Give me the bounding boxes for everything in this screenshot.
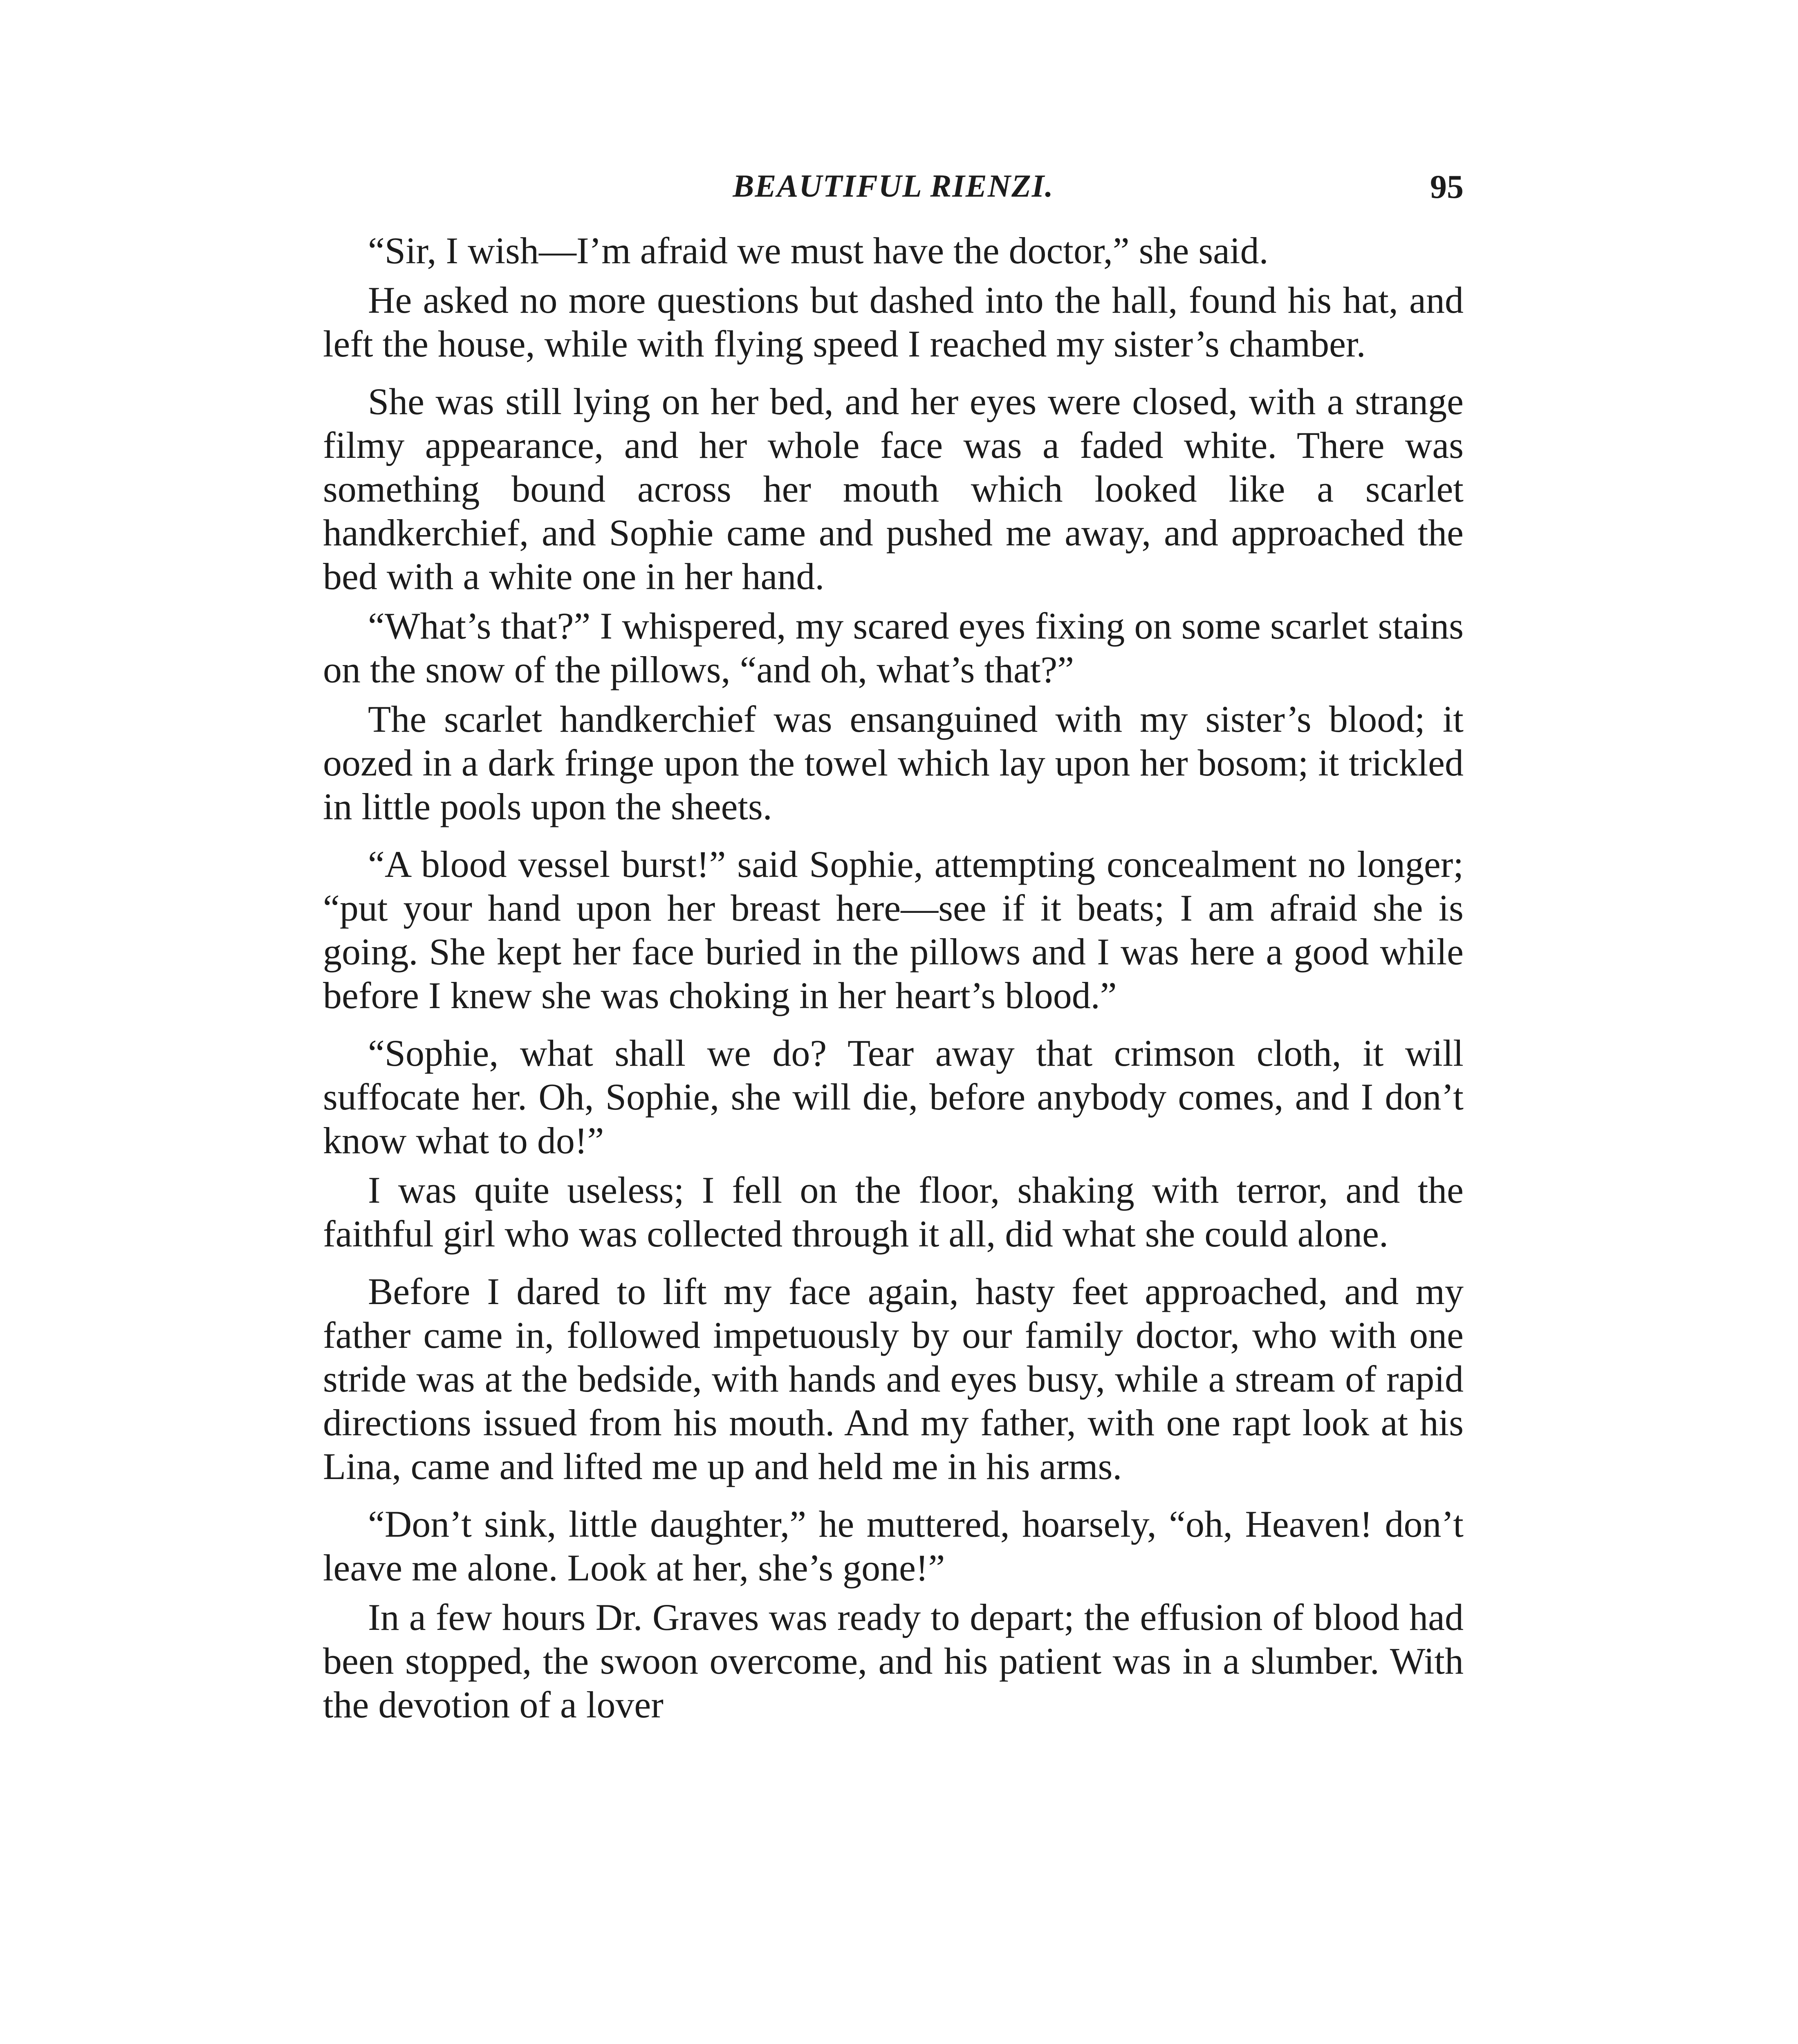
paragraph-11: In a few hours Dr. Graves was ready to depart; the effusion of blood had been stopped, the swoon overcome, and his patient was in a slumber. With the devotion of a lover <box>323 1596 1464 1726</box>
paragraph-9: Before I dared to lift my face again, hasty feet approached, and my father came in, followed impetuously by our family doctor, who with one stride was at the bedside, with hands and eyes busy, while a stream of rapid directions issued from his mouth. And my father, with one rapt look at his Lina, came and lifted me up and held me in his arms. <box>323 1271 1464 1487</box>
paragraph-7: “Sophie, what shall we do? Tear away that crimson cloth, it will suffocate her. Oh, Sophie, she will die, before anybody comes, and I don’t know what to do!” <box>323 1032 1464 1161</box>
page-number: 95 <box>1430 168 1464 205</box>
running-head <box>323 168 1464 213</box>
paragraph-6: “A blood vessel burst!” said Sophie, attempting concealment no longer; “put your hand upon her breast here—see if it beats; I am afraid she is going. She kept her face buried in the pillows and I was here a good while before I knew she was choking in her heart’s blood.” <box>323 843 1464 1016</box>
body-text <box>323 229 1464 1732</box>
paragraph-2: He asked no more questions but dashed into the hall, found his hat, and left the house, while with flying speed I reached my sister’s chamber. <box>323 279 1464 365</box>
paragraph-10: “Don’t sink, little daughter,” he muttered, hoarsely, “oh, Heaven! don’t leave me alone. Look at her, she’s gone!” <box>323 1503 1464 1589</box>
running-title: BEAUTIFUL RIENZI. <box>733 168 1054 204</box>
paragraph-4: “What’s that?” I whispered, my scared eyes fixing on some scarlet stains on the snow of the pillows, “and oh, what’s that?” <box>323 605 1464 690</box>
paragraph-1: “Sir, I wish—I’m afraid we must have the doctor,” she said. <box>368 230 1269 271</box>
paragraph-3: She was still lying on her bed, and her eyes were closed, with a strange filmy appearance, and her whole face was a faded white. There was something bound across her mouth which looked like a scarlet handkerchief, and Sophie came and pushed me away, and approached the bed with a white one in her hand. <box>323 381 1464 597</box>
paragraph-8: I was quite useless; I fell on the floor, shaking with terror, and the faithful girl who was collected through it all, did what she could alone. <box>323 1169 1464 1255</box>
paragraph-5: The scarlet handkerchief was ensanguined with my sister’s blood; it oozed in a dark fringe upon the towel which lay upon her bosom; it trickled in little pools upon the sheets. <box>323 698 1464 827</box>
